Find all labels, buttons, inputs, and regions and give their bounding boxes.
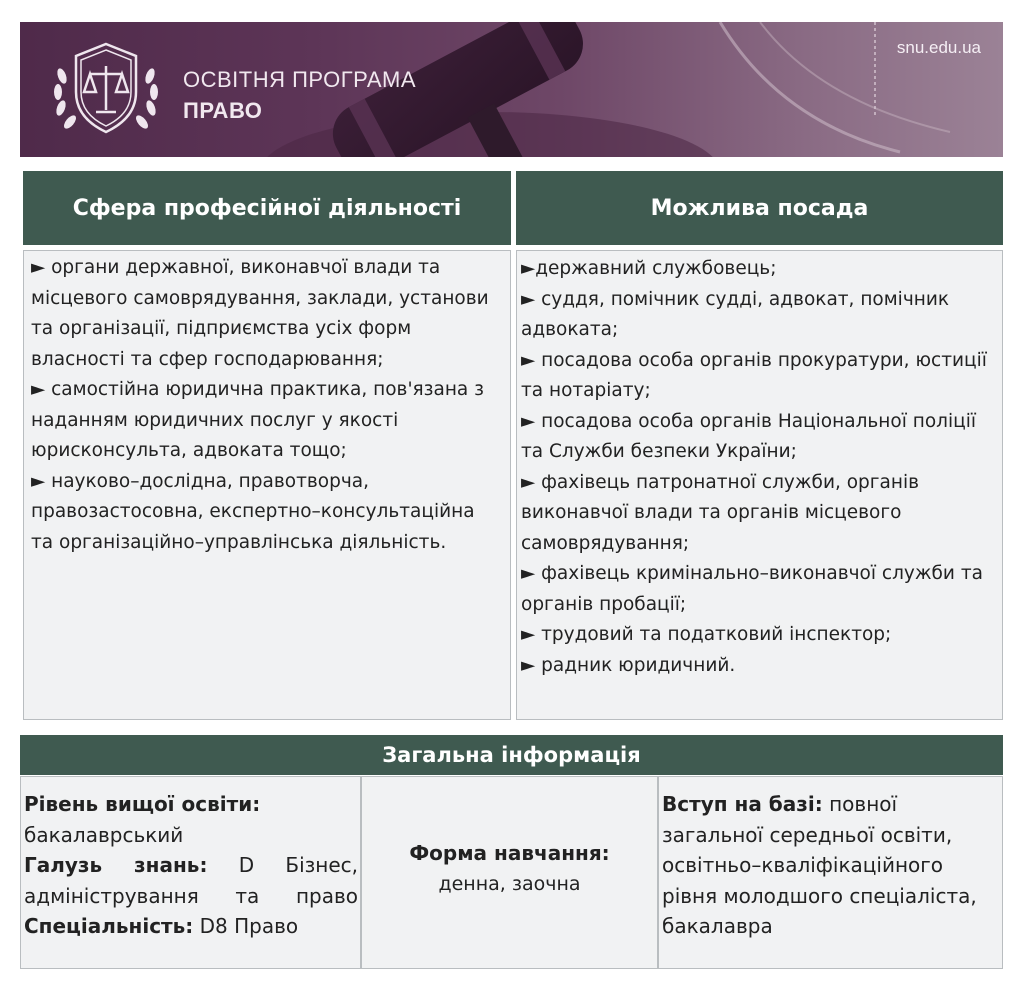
list-item: ►державний службовець; — [521, 258, 777, 279]
program-name: ПРАВО — [183, 98, 263, 123]
level-label: Рівень вищої освіти: — [24, 792, 261, 816]
scales-of-justice-icon — [50, 36, 162, 146]
site-url[interactable]: snu.edu.ua — [896, 38, 981, 57]
possible-position-header: Можлива посада — [516, 171, 1003, 245]
list-item: ► фахівець кримінально–виконавчої служби та органів пробації; — [521, 563, 983, 615]
admission-value: повної загальної середньої освіти, освітньо–кваліфікаційного рівня молодшого спеціаліста, бакалавра — [662, 792, 977, 938]
professional-sphere-list — [23, 250, 511, 720]
specialty-value: D8 Право — [199, 914, 299, 938]
gavel-icon — [20, 22, 1003, 157]
list-item: ► фахівець патронатної служби, органів виконавчої влади та органів місцевого самоврядування; — [521, 471, 919, 554]
study-form-label: Форма навчання: — [409, 841, 610, 865]
list-item: ► суддя, помічник судді, адвокат, помічник адвоката; — [521, 288, 950, 340]
list-item: ► самостійна юридична практика, пов'язана з наданням юридичних послуг у якості юрисконсульта, адвоката тощо; — [31, 379, 484, 461]
professional-sphere-header: Сфера професійної діяльності — [23, 171, 511, 245]
admission-label: Вступ на базі: — [662, 792, 823, 816]
level-value: бакалаврський — [24, 822, 184, 847]
list-item: ► органи державної, виконавчої влади та місцевого самоврядування, заклади, установи та організації, підприємства усіх форм власності та сфер господарювання; — [31, 257, 489, 370]
program-title: ОСВІТНЯ ПРОГРАМА — [183, 67, 417, 92]
list-item: ► посадова особа органів Національної поліції та Служби безпеки України; — [521, 410, 976, 462]
header-banner — [20, 22, 1003, 157]
list-item: ► науково–дослідна, правотворча, правозастосовна, експертно–консультаційна та організаційно–управлінська діяльність. — [31, 470, 475, 553]
study-form-value: денна, заочна — [438, 872, 581, 895]
list-item: ► радник юридичний. — [521, 654, 736, 676]
study-form — [361, 776, 658, 969]
list-item: ► посадова особа органів прокуратури, юстиції та нотаріату; — [521, 349, 987, 401]
field-label: Галузь знань: — [24, 853, 208, 877]
education-details — [20, 776, 361, 969]
field-value: D Бізнес, адміністрування та право — [24, 853, 358, 908]
list-item: ► трудовий та податковий інспектор; — [521, 624, 892, 645]
admission-basis — [658, 776, 1003, 969]
specialty-label: Спеціальність: — [24, 914, 194, 938]
possible-position-list — [516, 250, 1003, 720]
general-info-header: Загальна інформація — [20, 735, 1003, 775]
